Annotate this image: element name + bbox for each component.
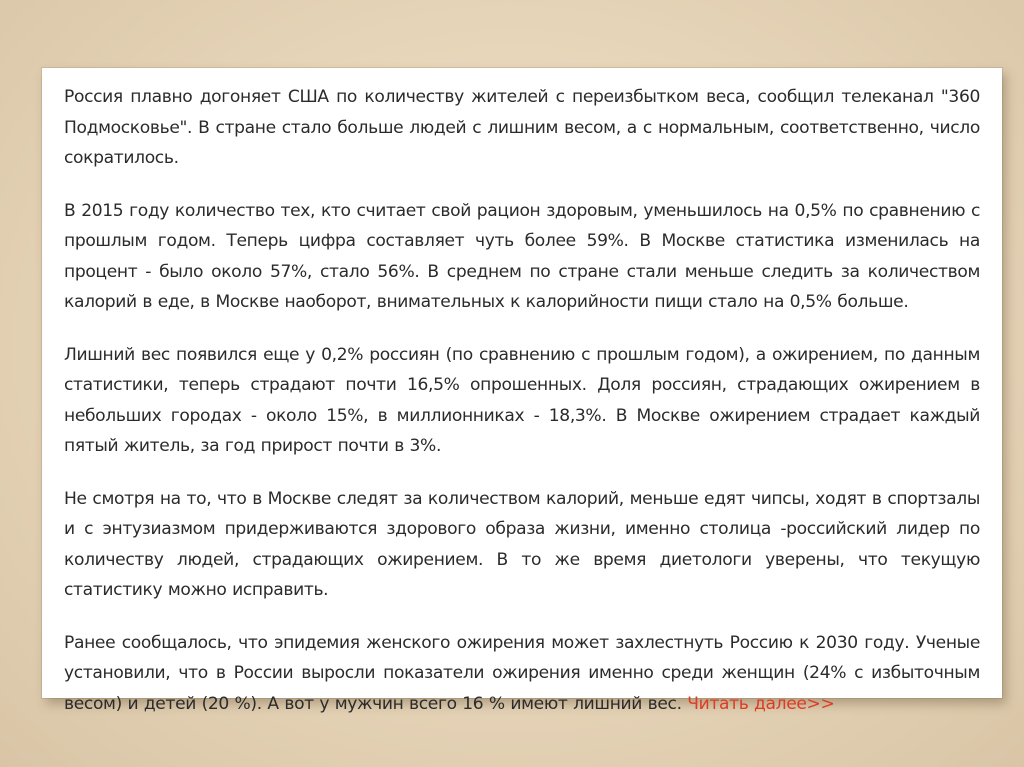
article-paragraph-5 [64, 628, 980, 720]
article-card [42, 68, 1002, 714]
article-paragraph-3: Лишний вес появился еще у 0,2% россиян (по сравнению с прошлым годом), а ожирением, по данным статистики, теперь страдают почти 16,5% опрошенных. Доля россиян, страдающих ожирением в небольших городах - около 15%, в миллионниках - 18,3%. В Москве ожирением страдает каждый пятый житель, за год прирост почти в 3%. [64, 344, 980, 456]
article-paragraph-2: В 2015 году количество тех, кто считает свой рацион здоровым, уменьшилось на 0,5% по сравнению с прошлым годом. Теперь цифра составляет чуть более 59%. В Москве статистика изменилась на процент - было около 57%, стало 56%. В среднем по стране стали меньше следить за количеством калорий в еде, в Москве наоборот, внимательных к калорийности пищи стало на 0,5% больше. [64, 200, 980, 312]
article-paragraph-4: Не смотря на то, что в Москве следят за количеством калорий, меньше едят чипсы, ходят в спортзалы и с энтузиазмом придерживаются здорового образа жизни, именно столица -российский лидер по количеству людей, страдающих ожирением. В то же время диетологи уверены, что текущую статистику можно исправить. [64, 488, 980, 600]
article-paragraph-5-text: Ранее сообщалось, что эпидемия женского ожирения может захлестнуть Россию к 2030 году. Ученые установили, что в России выросли показатели ожирения именно среди женщин (24% с избыточным весом) и детей (20 %). А вот у мужчин всего 16 % имеют лишний вес. [64, 632, 980, 714]
article-paragraph-1: Россия плавно догоняет США по количеству жителей с переизбытком веса, сообщил телеканал "360 Подмосковье". В стране стало больше людей с лишним весом, а с нормальным, соответственно, число сократилось. [64, 87, 980, 168]
read-more-link[interactable]: Читать далее>> [687, 693, 835, 714]
